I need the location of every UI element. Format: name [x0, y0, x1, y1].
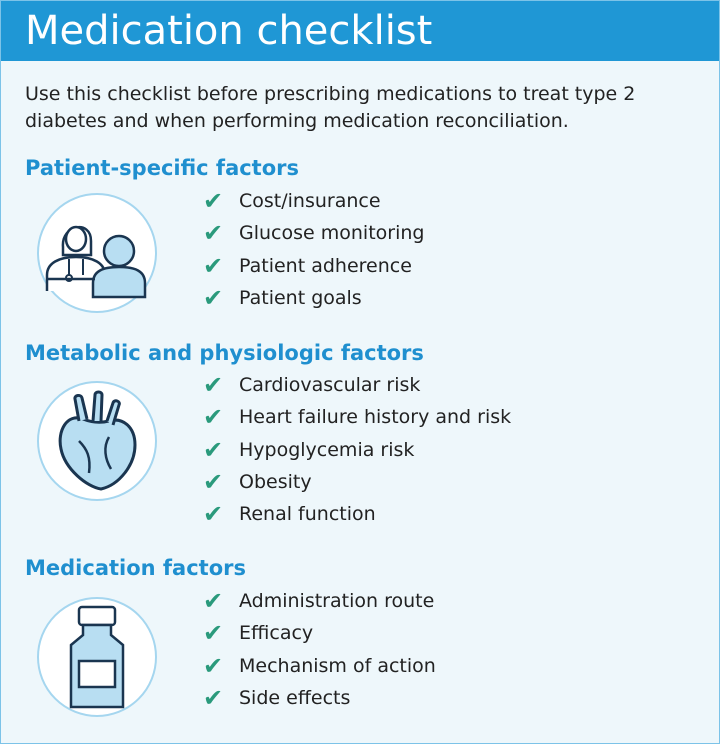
section-title-metabolic: Metabolic and physiologic factors: [25, 341, 424, 365]
list-item: ✔ Patient goals: [203, 284, 362, 313]
checkmark-icon: ✔: [203, 403, 224, 432]
section-title-patient-specific: Patient-specific factors: [25, 156, 300, 180]
checklist-medication: [203, 585, 436, 714]
intro-text: Use this checklist before prescribing medications to treat type 2 diabetes and when performing medication reconciliation.: [25, 83, 636, 132]
medicine-bottle-icon: [37, 597, 157, 717]
list-item: ✔ Heart failure history and risk: [203, 403, 512, 432]
list-item: ✔ Administration route: [203, 587, 435, 616]
section-title-medication: Medication factors: [25, 556, 246, 580]
checkmark-icon: ✔: [203, 284, 224, 313]
list-item: ✔ Hypoglycemia risk: [203, 435, 415, 464]
checklist-patient-specific: [203, 185, 424, 314]
checkmark-icon: ✔: [203, 435, 224, 464]
checkmark-icon: ✔: [203, 468, 224, 497]
checkmark-icon: ✔: [203, 219, 224, 248]
checkmark-icon: ✔: [203, 371, 224, 400]
list-item: ✔ Glucose monitoring: [203, 219, 425, 248]
list-item: ✔ Side effects: [203, 684, 351, 713]
checklist-metabolic: [203, 369, 511, 530]
checkmark-icon: ✔: [203, 587, 224, 616]
checkmark-icon: ✔: [203, 684, 224, 713]
doctor-patient-icon: [37, 193, 157, 313]
checkmark-icon: ✔: [203, 651, 224, 680]
checkmark-icon: ✔: [203, 251, 224, 280]
checkmark-icon: ✔: [203, 500, 224, 529]
list-item: ✔ Renal function: [203, 500, 376, 529]
page-title: Medication checklist: [25, 8, 433, 54]
list-item: ✔ Obesity: [203, 468, 312, 497]
list-item: ✔ Mechanism of action: [203, 651, 436, 680]
list-item: ✔ Cardiovascular risk: [203, 371, 421, 400]
list-item: ✔ Efficacy: [203, 619, 314, 648]
list-item: ✔ Cost/insurance: [203, 187, 381, 216]
list-item: ✔ Patient adherence: [203, 251, 412, 280]
checkmark-icon: ✔: [203, 619, 224, 648]
checkmark-icon: ✔: [203, 187, 224, 216]
header-bar: [1, 1, 719, 61]
heart-icon: [37, 381, 157, 501]
